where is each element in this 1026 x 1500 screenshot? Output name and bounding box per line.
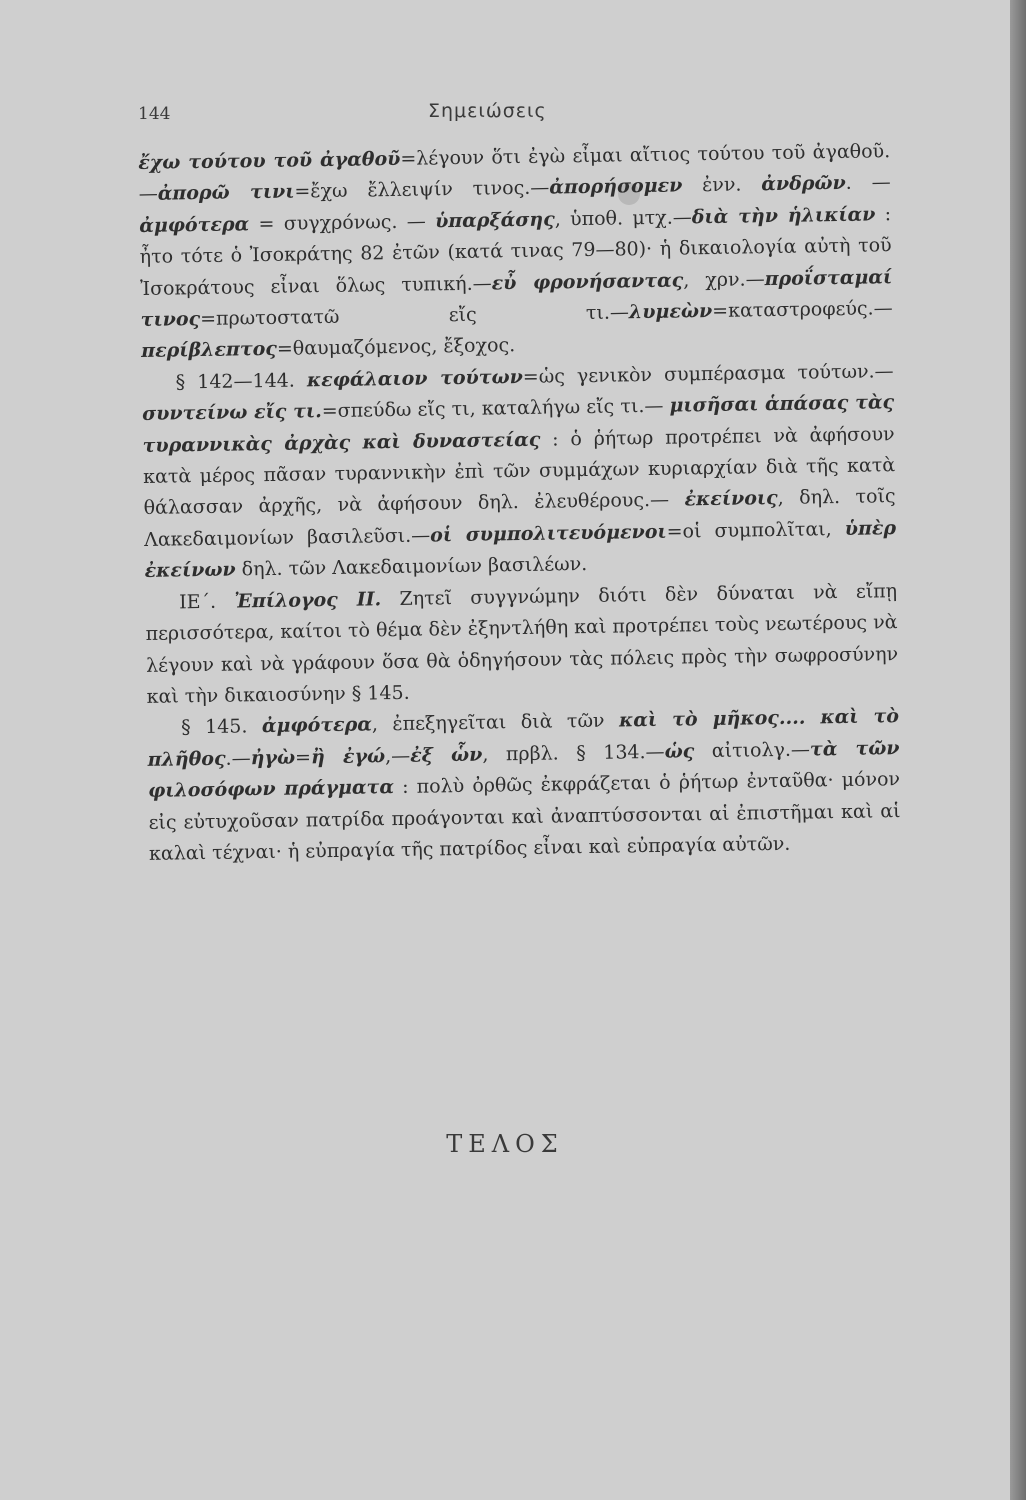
note-text: =λέγουν ὅτι ἐγὼ εἶμαι αἴτιος τούτου τοῦ ἀγαθοῦ.— <box>138 140 891 206</box>
note-text: : ὁ ῥήτωρ προτρέπει νὰ ἀφήσουν κατὰ μέρος πᾶσαν τυραννικὴν ἐπὶ τῶν συμμάχων κυριαρχίαν διὰ τῆς κατὰ θάλασσαν ἀρχῆς, νὰ ἀφήσουν δηλ. ἐλευθέρους.— <box>142 422 896 520</box>
note-text: ἐνν. <box>682 173 762 197</box>
note-text: , δηλ. τοῖς Λακεδαιμονίων βασιλεῦσι.— <box>143 485 896 551</box>
lemma-term: ἢ ἐγώ <box>310 744 386 769</box>
note-text: , ἐπεξηγεῖται διὰ τῶν <box>371 709 620 736</box>
lemma-term: τὰ τῶν φιλοσόφων πράγματα <box>147 736 900 803</box>
lemma-term: ἀπορήσομεν <box>549 174 683 199</box>
note-text: αἰτιολγ.— <box>694 738 811 763</box>
lemma-term: περίβλεπτος <box>141 338 278 363</box>
note-text: § 142—144. <box>175 369 308 394</box>
note-text: , ὑποθ. μτχ.— <box>554 206 692 231</box>
lemma-term: ὡς <box>664 740 695 763</box>
note-text: =σπεύδω εἴς τι, καταλήγω εἴς τι.— <box>321 394 670 423</box>
note-text: =ἔχω ἔλλειψίν τινος.— <box>294 176 550 203</box>
lemma-term: ἀνδρῶν <box>761 172 846 196</box>
lemma-term: Ἐπίλογος ΙΙ. <box>234 587 382 613</box>
lemma-term: εὖ φρονήσαντας <box>491 269 684 295</box>
note-text: , χρν.— <box>683 267 765 292</box>
lemma-term: ἀμφότερα <box>261 713 373 738</box>
note-paragraph <box>147 701 901 870</box>
note-text: =ὡς γενικὸν συμπέρασμα τούτων.— <box>522 360 894 388</box>
lemma-term: καὶ τὸ μῆκος.... καὶ τὸ πλῆθος <box>147 705 900 771</box>
note-paragraph <box>138 136 893 368</box>
lemma-term: ἐξ ὧν <box>409 743 483 767</box>
note-text: , πρβλ. § 134.— <box>482 740 665 766</box>
lemma-term: ἐκείνοις <box>684 487 778 511</box>
lemma-term: ἀμφότερα <box>139 213 250 237</box>
note-paragraph <box>145 576 899 713</box>
lemma-term: ὑπὲρ ἐκείνων <box>144 517 897 583</box>
end-mark: ΤΕΛΟΣ <box>446 1130 564 1158</box>
note-text: § 145. <box>180 715 263 739</box>
lemma-term: λυμεὼν <box>628 300 713 324</box>
note-text: Ζητεῖ συγγνώμην διότι δὲν δύναται νὰ εἴπῃ περισσότερα, καίτοι τὸ θέμα δὲν ἐξηντλήθη καὶ προτρέπει τοὺς νεωτέρους νὰ λέγουν καὶ νὰ γράφουν ὅσα θὰ ὁδηγήσουν τὰς πόλεις πρὸς τὴν σωφροσύνην καὶ τὴν δικαιοσύνην § 145. <box>145 579 899 708</box>
note-text: . — <box>845 171 891 195</box>
lemma-term: συντείνω εἴς τι. <box>142 400 322 426</box>
lemma-term: οἱ συμπολιτευόμενοι <box>430 520 667 547</box>
note-text: =πρωτοστατῶ εἴς τι.— <box>199 301 630 331</box>
note-text: : ἦτο τότε ὁ Ἰσοκράτης 82 ἐτῶν (κατά τινας 79—80)· ἡ δικαιολογία αὐτὴ τοῦ Ἰσοκράτους εἶναι ὅλως τυπική.— <box>139 202 892 300</box>
page-edge-shadow <box>1010 0 1026 1500</box>
note-text: =θαυμαζόμενος, ἔξοχος. <box>276 334 516 361</box>
note-text: =καταστροφεύς.— <box>712 297 893 323</box>
lemma-term: ἀπορῶ τινι <box>157 180 295 206</box>
lemma-term: κεφάλαιον τούτων <box>306 365 524 392</box>
note-text: .— <box>225 747 251 770</box>
lemma-term: ἔχω τούτου τοῦ ἀγαθοῦ <box>138 147 401 174</box>
note-text: = συγχρόνως. — <box>249 210 436 236</box>
lemma-term: διὰ τὴν ἡλικίαν <box>691 203 876 229</box>
note-paragraph <box>141 356 896 588</box>
note-text: =οἱ συμπολῖται, <box>666 517 845 543</box>
lemma-term: μισῆσαι ἁπάσας τὰς τυραννικὰς ἀρχὰς καὶ δυναστείας <box>142 391 895 457</box>
notes-body <box>138 136 901 870</box>
lemma-term: ἠγὼ <box>250 746 296 770</box>
note-text: = <box>294 746 312 769</box>
note-text: ,— <box>384 744 411 767</box>
running-head-title: Σημειώσεις <box>428 100 547 122</box>
lemma-term: προΐσταμαί τινος <box>140 265 893 332</box>
lemma-term: ὑπαρξάσης <box>434 208 555 233</box>
note-text: δηλ. τῶν Λακεδαιμονίων βασιλέων. <box>235 553 588 581</box>
note-text: : πολὺ ὀρθῶς ἐκφράζεται ὁ ῥήτωρ ἐνταῦθα· μόνον εἰς εὐτυχοῦσαν πατρίδα προάγονται καὶ ἀναπτύσσονται αἱ ἐπιστῆμαι καὶ αἱ καλαὶ τέχναι· ἡ εὐπραγία τῆς πατρίδος εἶναι καὶ εὐπραγία αὐτῶν. <box>148 768 901 865</box>
page-header <box>138 100 898 130</box>
note-text: ΙΕ΄. <box>178 590 235 614</box>
page-number: 144 <box>138 104 171 124</box>
